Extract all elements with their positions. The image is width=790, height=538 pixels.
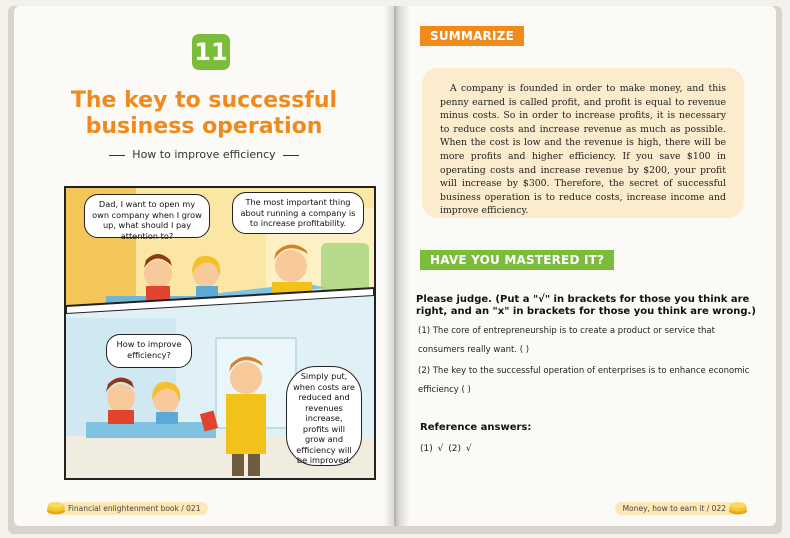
mastered-section-label: HAVE YOU MASTERED IT? <box>420 250 614 270</box>
summarize-section-label: SUMMARIZE <box>420 26 524 46</box>
chapter-number-badge: 11 <box>192 34 230 70</box>
chapter-title-line1: The key to successful <box>70 88 338 113</box>
right-footer <box>615 500 748 516</box>
right-page-footer-label: Money, how to earn it / 022 <box>615 502 734 515</box>
chapter-title <box>14 88 394 140</box>
left-page <box>14 6 394 526</box>
comic-bubble-kid-question: Dad, I want to open my own company when I grow up, what should I pay attention to? <box>84 194 210 238</box>
reference-answers: (1) √ (2) √ <box>420 444 472 454</box>
summary-text: A company is founded in order to make money, and this penny earned is called profit, and profit is equal to revenue minus costs. So in order to increase profits, it is necessary to reduce costs and increase revenue as much as possible. When the cost is low and the revenue is high, there will be more profits and higher efficiency. If you save $100 in operating costs and increase revenue by $200, your profit will increase by $300. Therefore, the secret of successful business operation is to reduce costs, increase income and improve efficiency. <box>422 68 744 218</box>
chapter-title-line2: business operation <box>85 114 323 139</box>
comic-bubble-simply-put: Simply put, when costs are reduced and revenues increase, profits will grow and efficiency will be improved. <box>286 366 362 466</box>
subtitle-dash-left <box>109 155 125 156</box>
left-footer <box>46 500 208 516</box>
comic-bubble-how-to-improve: How to improve efficiency? <box>106 334 192 368</box>
coin-stack-icon <box>46 501 66 515</box>
left-page-footer-label: Financial enlightenment book / 021 <box>60 502 208 515</box>
subtitle-dash-right <box>283 155 299 156</box>
book-gutter <box>384 6 410 526</box>
comic-bubble-dad-answer: The most important thing about running a company is to increase profitability. <box>232 192 364 234</box>
reference-answers-title: Reference answers: <box>420 422 532 433</box>
comic-illustration <box>64 186 376 480</box>
chapter-subtitle <box>14 148 394 161</box>
chapter-subtitle-text: How to improve efficiency <box>132 148 276 161</box>
coin-stack-icon <box>728 501 748 515</box>
quiz-question-1: (1) The core of entrepreneurship is to create a product or service that consumers really want. ( ) <box>418 326 715 355</box>
quiz-question-2: (2) The key to the successful operation of enterprises is to enhance economic efficiency ( ) <box>418 366 750 395</box>
right-page <box>396 6 776 526</box>
judge-instruction: Please judge. (Put a "√" in brackets for those you think are right, and an "x" in brackets for those you think are wrong.) <box>416 294 756 317</box>
